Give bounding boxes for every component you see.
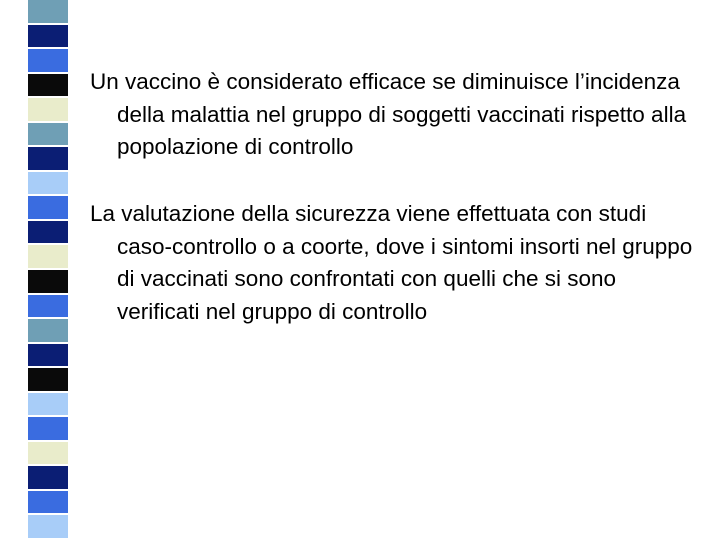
decorative-square xyxy=(28,417,68,442)
decorative-square xyxy=(28,221,68,246)
decorative-square xyxy=(28,393,68,418)
decorative-square xyxy=(28,172,68,197)
decorative-square xyxy=(28,466,68,491)
decorative-square xyxy=(28,98,68,123)
decorative-square xyxy=(28,49,68,74)
paragraph-safety: La valutazione della sicurezza viene effettuata con studi caso-controllo o a coorte, dove i sintomi insorti nel gruppo di vaccinati sono confrontati con quelli che si sono verificati nel gruppo di controllo xyxy=(90,200,693,324)
decorative-square xyxy=(28,123,68,148)
decorative-stripe-bar xyxy=(28,0,68,540)
decorative-square xyxy=(28,344,68,369)
decorative-square xyxy=(28,270,68,295)
decorative-square xyxy=(28,515,68,540)
decorative-square xyxy=(28,0,68,25)
decorative-square xyxy=(28,245,68,270)
decorative-square xyxy=(28,368,68,393)
decorative-square xyxy=(28,319,68,344)
decorative-square xyxy=(28,442,68,467)
decorative-square xyxy=(28,25,68,50)
decorative-square xyxy=(28,295,68,320)
slide-content xyxy=(90,66,700,362)
decorative-square xyxy=(28,147,68,172)
decorative-square xyxy=(28,196,68,221)
decorative-square xyxy=(28,74,68,99)
decorative-square xyxy=(28,491,68,516)
paragraph-efficacy: Un vaccino è considerato efficace se diminuisce l’incidenza della malattia nel gruppo di soggetti vaccinati rispetto alla popolazione di controllo xyxy=(90,69,687,160)
